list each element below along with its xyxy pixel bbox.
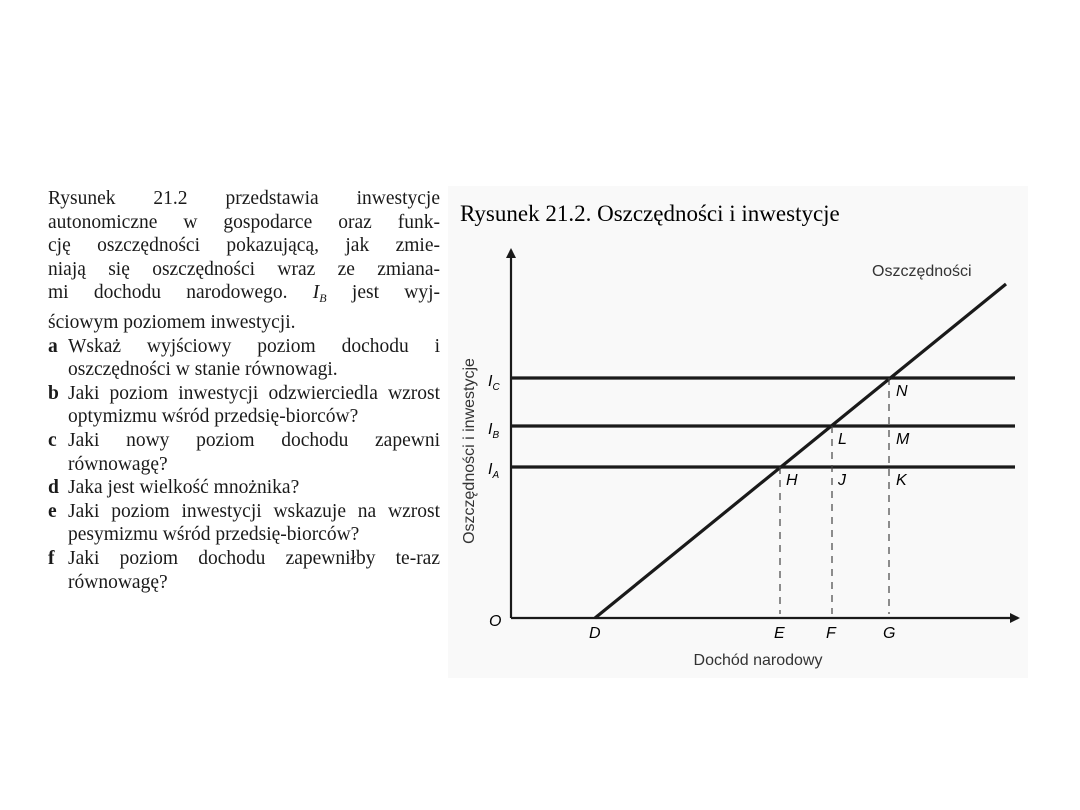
- intro-line-4: niają się oszczędności wraz ze zmiana-: [48, 258, 440, 280]
- label-ic: [488, 373, 500, 393]
- question-letter: d: [48, 477, 59, 499]
- intro-line-5: [48, 281, 440, 311]
- question-text: Wskaż wyjściowy poziom dochodu i oszczędności w stanie równowagi.: [68, 335, 440, 381]
- point-label-h: H: [786, 472, 798, 489]
- question-text: Jaka jest wielkość mnożnika?: [68, 477, 300, 499]
- question-letter: f: [48, 547, 55, 569]
- intro-line-5c: jest wyj-: [351, 282, 440, 304]
- intro-symbol-i: I: [312, 282, 320, 304]
- x-label-f: F: [826, 625, 836, 642]
- label-ia-sub: A: [492, 470, 500, 481]
- origin-label: O: [489, 613, 502, 630]
- intro-line-6: ściowym poziomem inwestycji.: [48, 311, 296, 333]
- intro-line-3: cję oszczędności pokazującą, jak zmie-: [48, 235, 440, 257]
- point-label-l: L: [838, 431, 847, 448]
- point-label-m: M: [896, 431, 910, 448]
- x-label-d: D: [589, 625, 601, 642]
- x-label-e: E: [774, 625, 785, 642]
- label-ib-sub: B: [492, 430, 500, 441]
- label-ia: [488, 461, 499, 481]
- question-letter: b: [48, 382, 59, 404]
- question-text: Jaki poziom dochodu zapewniłby te-raz równowagę?: [68, 547, 440, 593]
- label-ib-sym: I: [488, 421, 493, 438]
- label-ib: [488, 421, 499, 441]
- point-label-n: N: [896, 383, 908, 400]
- text-column: [48, 187, 440, 594]
- x-axis-label: Dochód narodowy: [693, 652, 823, 669]
- savings-label: Oszczędności: [872, 263, 972, 280]
- label-ic-sub: C: [492, 382, 500, 393]
- question-text: Jaki poziom inwestycji odzwierciedla wzrost optymizmu wśród przedsię-biorców?: [68, 382, 440, 428]
- question-text: Jaki nowy poziom dochodu zapewni równowagę?: [68, 429, 440, 475]
- point-label-k: K: [896, 472, 907, 489]
- savings-line: [595, 284, 1006, 618]
- figure-panel: [448, 186, 1028, 678]
- question-letter: c: [48, 429, 57, 451]
- x-label-g: G: [883, 625, 896, 642]
- question-a: [48, 335, 440, 382]
- question-f: [48, 547, 440, 594]
- savings-investment-diagram: [448, 186, 1028, 678]
- question-c: [48, 429, 440, 476]
- label-ia-sym: I: [488, 461, 493, 478]
- question-d: [48, 476, 440, 500]
- point-label-j: J: [838, 472, 846, 489]
- label-ic-sym: I: [488, 373, 493, 390]
- figure-title: Rysunek 21.2. Oszczędności i inwestycje: [460, 201, 840, 226]
- question-text: Jaki poziom inwestycji wskazuje na wzrost pesymizmu wśród przedsię-biorców?: [68, 500, 440, 546]
- y-axis-label: Oszczędności i inwestycje: [461, 358, 478, 544]
- intro-line-1: Rysunek 21.2 przedstawia inwestycje: [48, 188, 440, 209]
- intro-line-5a: mi dochodu narodowego.: [48, 282, 288, 304]
- question-e: [48, 500, 440, 547]
- question-letter: a: [48, 335, 58, 357]
- question-b: [48, 382, 440, 429]
- intro-symbol-sub: B: [319, 291, 327, 306]
- question-letter: e: [48, 500, 57, 522]
- intro-line-2: autonomiczne w gospodarce oraz funk-: [48, 211, 440, 233]
